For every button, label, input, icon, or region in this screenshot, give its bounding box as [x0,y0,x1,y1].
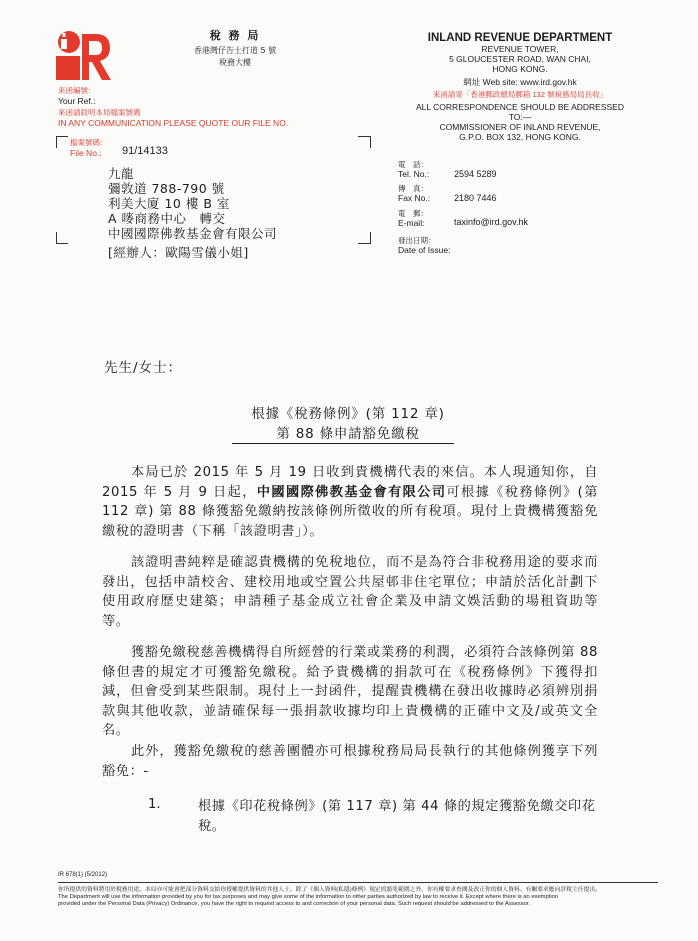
p1-part-b: 可根據《稅務條例》(第 112 章) 第 88 條獲豁免繳納按該條例所徵收的所有稅項。現付上貴機構獲豁免繳稅的證明書（下稱「該證明書」）。 [102,484,598,539]
address-line-2: 彌敦道 788-790 號 [108,181,225,196]
correspondence-en3: G.P.O. BOX 132, HONG KONG. [459,132,581,142]
dept-en-line2: 5 GLOUCESTER ROAD, WAN CHAI, [449,54,591,64]
correspondence-cn: 來函請寄「香港郵政總局郵箱 132 號稅務局局長收」 [432,90,608,99]
title-line-1: 根據《稅務條例》(第 112 章) [251,406,445,422]
dept-en-line1: REVENUE TOWER, [481,44,559,54]
dept-cn-block [180,30,290,69]
paragraph-3 [102,643,598,741]
p1-part-a: 本局已於 2015 年 5 月 19 日收到貴機構代表的來信。本人現通知你，自 2015 年 5 月 9 日起， [102,465,598,500]
issue-date-label-en: Date of Issue: [398,245,451,255]
privacy-notice [58,887,658,908]
address-line-3: 利美大廈 10 樓 B 室 [108,196,230,211]
paragraph-4 [102,742,598,781]
tel-label-cn: 電 話： [398,160,428,169]
tel-label-en: Tel. No.: [398,169,430,179]
address-line-1: 九龍 [108,166,135,181]
privacy-notice-en1: The Department will use the information provided by you for tax purposes and may give some of the information to other parties authorized by law to receive it. Except where there is an exemption [58,894,559,900]
issue-date-label-cn: 發出日期： [398,236,436,245]
file-no-label [70,138,108,158]
bracket-bl-h [56,243,68,244]
ird-logo [56,30,112,82]
bracket-tr-v [370,136,371,148]
bracket-br-h [358,243,370,244]
form-number: IR 678(1) (5/2012) [58,872,108,878]
fax-value: 2180 7446 [454,193,497,203]
fax-label [398,184,430,203]
dept-cn-tower: 稅務大樓 [219,58,251,67]
your-ref-en: Your Ref.: [58,96,96,106]
letter-title [230,404,466,444]
fax-label-cn: 傳 真： [398,184,428,193]
correspondence-en1: ALL CORRESPONDENCE SHOULD BE ADDRESSED TO:— [416,102,624,122]
address-line-5: 中國國際佛教基金會有限公司 [108,226,278,241]
file-no-value: 91/14133 [122,145,168,157]
address-line-4: A 嘜商務中心 轉交 [108,211,226,226]
tel-value: 2594 5289 [454,169,497,179]
dept-en-name: INLAND REVENUE DEPARTMENT [427,32,613,44]
tel-label [398,160,429,179]
bracket-tl-v [56,136,57,148]
title-line-2: 第 88 條申請豁免繳稅 [276,426,420,442]
organisation-name: 中國國際佛教基金會有限公司 [256,484,447,500]
p4-text: 此外，獲豁免繳稅的慈善團體亦可根據稅務局局長執行的其他條例獲享下列豁免：- [102,744,598,779]
email-label [398,209,428,228]
your-ref-block [58,86,288,128]
bracket-br-v [370,232,371,244]
website-link[interactable]: 網址 Web site: www.ird.gov.hk [463,77,577,87]
privacy-notice-en2: provided under the Personal Data (Privacy) Ordinance, you have the right to request access to and correction of your personal data. Such request should be addressed to the Assessor. [58,901,531,907]
dept-cn-address: 香港灣仔告士打道 5 號 [193,46,277,55]
p3-text: 獲豁免繳稅慈善機構得自所經營的行業或業務的利潤，必須符合該條例第 88 條但書的規定才可獲豁免繳稅。給予貴機構的捐款可在《稅務條例》下獲得扣減，但會受到某些限制。現付上一封函件，提醒貴機構在發出收據時必須辨別捐款與其他收款，並請確保每一張捐款收據均印上貴機構的正確中文及/或英文全名。 [102,645,598,738]
fax-label-en: Fax No.: [398,193,431,203]
title-underline [232,443,454,444]
privacy-notice-cn: 你所提供的資料將用於稅務用途。本局亦可能會把部分資料交給你授權提供資料的其他人士。除了《個人資料(私隱)條例》規定的豁免範圍之外，你有權要求查閱及改正你的個人資料。有關要求應向評稅主任提出。 [58,887,601,893]
quote-notice-en: IN ANY COMMUNICATION PLEASE QUOTE OUR FILE NO. [58,118,289,128]
issue-date-label [398,236,450,255]
dept-en-line3: HONG KONG. [492,64,548,74]
footer-rule [58,882,658,883]
email-label-cn: 電 郵： [398,209,428,218]
paragraph-1 [102,463,598,541]
email-value[interactable]: taxinfo@ird.gov.hk [454,217,529,227]
address-line-6: [經辦人：歐陽雪儀小姐] [108,245,249,260]
file-no-en: File No.: [70,148,102,158]
item-1-text: 根據《印花稅條例》(第 117 章) 第 44 條的規定獲豁免繳交印花稅。 [198,799,596,834]
email-label-en: E-mail: [398,218,425,228]
dept-en-block [410,32,630,142]
bracket-tr-h [358,136,370,137]
bracket-tl-h [56,136,68,137]
paragraph-2 [102,553,598,631]
item-1-number: 1. [148,797,161,812]
dept-cn-name: 稅 務 局 [209,29,261,42]
salutation: 先生/女士： [104,360,183,376]
file-no-cn: 檔案號碼： [70,138,108,147]
your-ref-cn: 來函編號： [58,86,96,95]
p2-text: 該證明書純粹是確認貴機構的免稅地位，而不是為符合非稅務用途的要求而發出，包括申請校舍、建校用地或空置公共屋邨非住宅單位；申請於活化計劃下使用政府歷史建築；申請種子基金成立社會企業及申請文娛活動的場租資助等等。 [102,555,598,629]
correspondence-en2: COMMISSIONER OF INLAND REVENUE, [439,122,601,132]
quote-notice-cn: 來函請敘明本局檔案號碼 [58,108,141,117]
